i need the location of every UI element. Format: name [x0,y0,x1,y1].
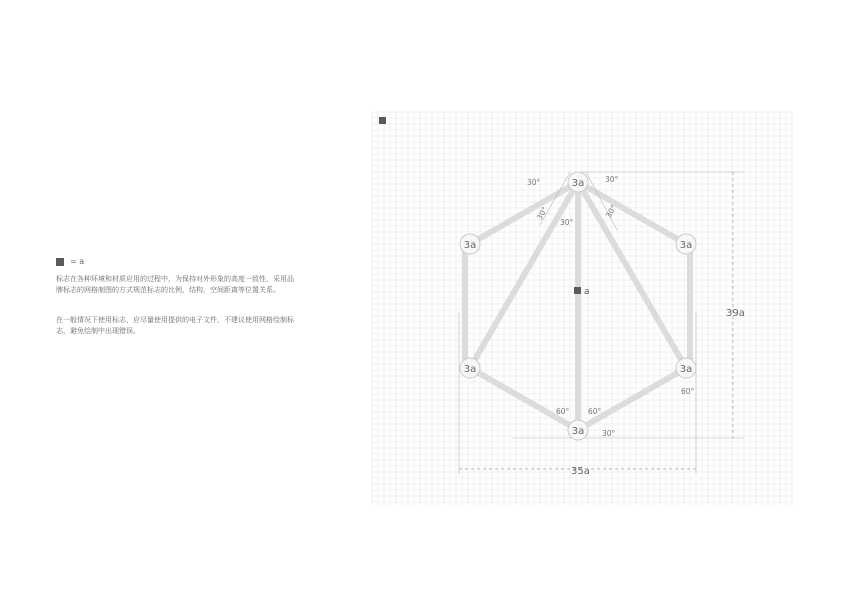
angle-top-inner-left: 30° [534,205,550,222]
grid-unit-marker [379,117,386,124]
node-lower-left [460,358,480,378]
node-upper-left-label: 3a [463,240,477,251]
angle-top-right: 30° [605,175,619,184]
angle-top-center: 30° [560,218,574,227]
description-paragraph-2: 在一般情况下使用标志，应尽量使用提供的电子文件，不建议使用网格绘制标志，避免绘制中出现错误。 [56,316,294,335]
height-dimension-label: 39a [726,308,745,319]
angle-bottom-right: 60° [588,407,602,416]
node-bottom-label: 3a [571,426,585,437]
angle-top-left: 30° [527,178,541,187]
logo-structure [465,182,690,430]
angle-right-lower: 60° [681,387,695,396]
width-dimension-label: 35a [571,466,590,477]
node-upper-right [676,234,696,254]
node-lower-left-label: 3a [463,364,477,375]
node-upper-left [460,234,480,254]
legend-equals-text: = a [70,257,85,266]
node-top [568,172,588,192]
node-bottom [568,420,588,440]
node-lower-right [676,358,696,378]
angle-bottom-right-edge: 30° [602,429,616,438]
node-top-label: 3a [571,178,585,189]
center-unit-square-icon [574,287,581,294]
node-upper-right-label: 3a [679,240,693,251]
center-unit-label: a [584,287,590,297]
node-lower-right-label: 3a [679,364,693,375]
description-paragraph-1: 标志在各种环境和材质应用的过程中，为保持对外形象的高度一致性，采用品牌标志的网格制图的方式规范标志的比例，结构，空间距离等位置关系。 [56,275,294,294]
angle-bottom-left: 60° [556,407,570,416]
angle-top-inner-right: 30° [603,203,619,220]
